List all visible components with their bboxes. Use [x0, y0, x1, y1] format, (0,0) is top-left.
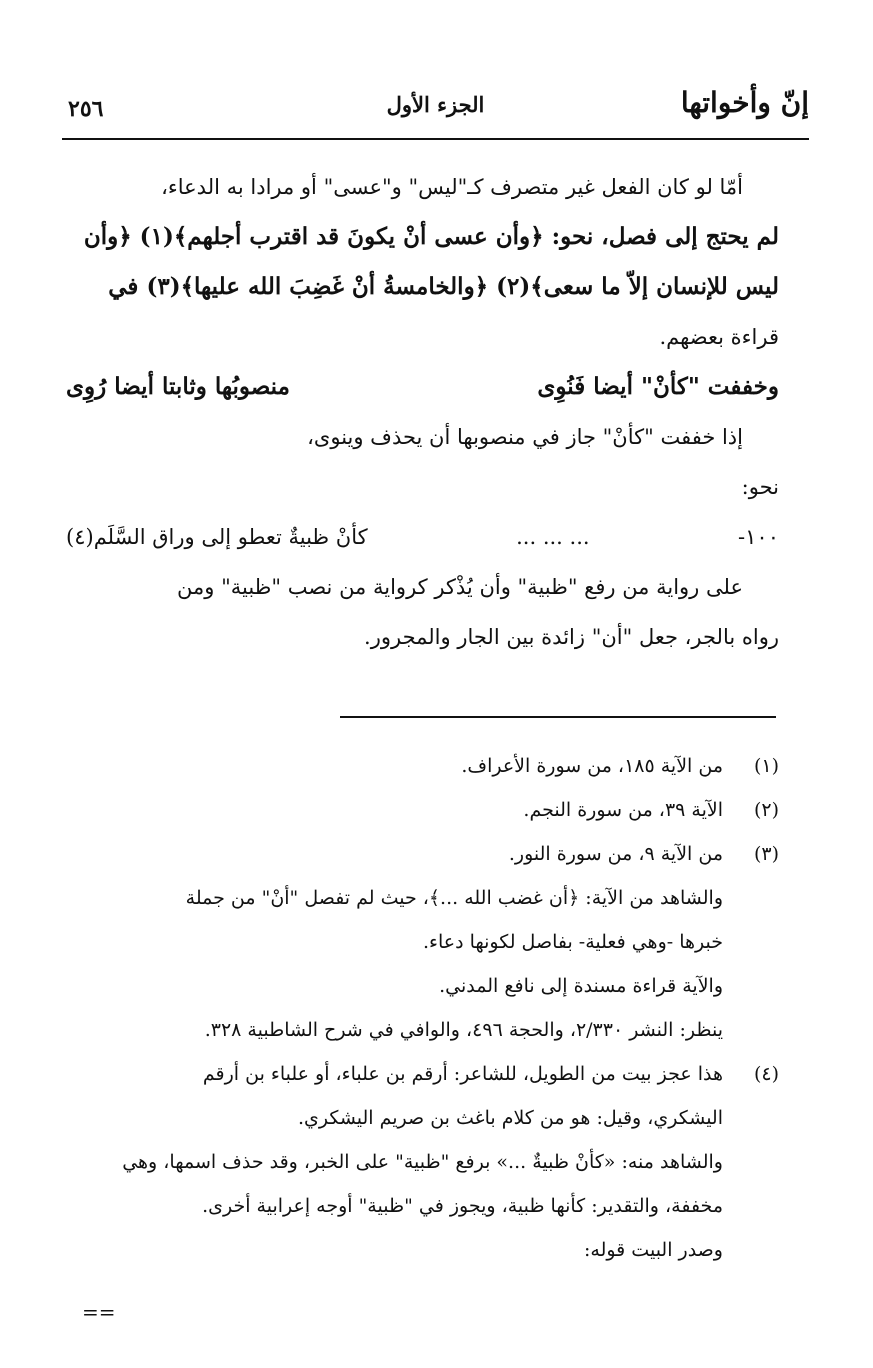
paragraph-line: نحو:: [741, 475, 779, 499]
footnote-continuation: والآية قراءة مسندة إلى نافع المدني.: [439, 975, 723, 997]
footnote-continuation: والشاهد منه: «كأنْ ظبيةٌ ...» برفع "ظبية" على الخبر، وقد حذف اسمها، وهي: [122, 1151, 723, 1173]
poem-ellipsis: ... ... ...: [516, 525, 590, 549]
alfiyya-verse: [66, 362, 779, 412]
footnote: [66, 832, 779, 876]
paragraph-line: إذا خففت "كأنْ" جاز في منصوبها أن يحذف وينوى،: [307, 425, 743, 449]
paragraph-line: ليس للإنسان إلاّ ما سعى﴾(٢) ﴿والخامسةُ أنْ غَضِبَ الله عليها﴾(٣) في: [108, 273, 779, 300]
footnote-text: الآية ٣٩، من سورة النجم.: [523, 799, 723, 821]
footnote: [66, 744, 779, 788]
paragraph-line: رواه بالجر، جعل "أن" زائدة بين الجار والمجرور.: [364, 625, 779, 649]
footnote-separator: [340, 716, 776, 718]
footnote: [66, 788, 779, 832]
footnote-continuation: مخففة، والتقدير: كأنها ظبية، ويجوز في "ظبية" أوجه إعرابية أخرى.: [202, 1195, 723, 1217]
footnote-number: (٣): [753, 843, 779, 865]
footnote-text: هذا عجز بيت من الطويل، للشاعر: أرقم بن علباء، أو علباء بن أرقم: [202, 1063, 723, 1085]
footnote-continuation: والشاهد من الآية: ﴿أن غضب الله ...﴾، حيث لم تفصل "أنْ" من جملة: [185, 887, 723, 909]
footnote-continuation: ينظر: النشر ٢/٣٣٠، والحجة ٤٩٦، والوافي في شرح الشاطبية ٣٢٨.: [204, 1019, 723, 1041]
footnote-number: (٢): [753, 799, 779, 821]
footnote-number: (١): [753, 755, 779, 777]
verse-second-hemistich: منصوبُها وثابتا أيضا رُوِى: [66, 373, 290, 400]
page-header: [62, 80, 809, 140]
volume-label: الجزء الأول: [386, 92, 485, 117]
paragraph-line: لم يحتج إلى فصل، نحو: ﴿وأن عسى أنْ يكونَ قد اقترب أجلهم﴾(١) ﴿وأن: [83, 223, 779, 250]
paragraph-line: قراءة بعضهم.: [659, 325, 779, 349]
footnote: [66, 1052, 779, 1096]
poem-number: ١٠٠-: [738, 525, 779, 549]
verse-first-hemistich: وخففت "كأنْ" أيضا فَنُوِى: [537, 373, 779, 400]
footnote-text: من الآية ٩، من سورة النور.: [508, 843, 723, 865]
chapter-title: إنّ وأخواتها: [680, 86, 809, 119]
footnote-continuation: خبرها -وهي فعلية- بفاصل لكونها دعاء.: [422, 931, 723, 953]
footnotes: [66, 744, 779, 1272]
footnote-continuation: اليشكري، وقيل: هو من كلام باغث بن صريم اليشكري.: [297, 1107, 723, 1129]
paragraph-line: على رواية من رفع "ظبية" وأن يُذْكر كرواية من نصب "ظبية" ومن: [177, 575, 743, 599]
footnote-number: (٤): [753, 1063, 779, 1085]
continuation-mark: ==: [82, 1300, 116, 1324]
paragraph-line: أمّا لو كان الفعل غير متصرف كـ"ليس" و"عسى" أو مرادا به الدعاء،: [161, 175, 743, 199]
main-text: [66, 162, 779, 662]
poem-line: [66, 512, 779, 562]
footnote-text: من الآية ١٨٥، من سورة الأعراف.: [461, 755, 723, 777]
page-number: ٢٥٦: [68, 96, 104, 122]
footnote-continuation: وصدر البيت قوله:: [583, 1239, 723, 1261]
poem-text: كأنْ ظبيةٌ تعطو إلى وراق السَّلَم(٤): [66, 525, 368, 549]
